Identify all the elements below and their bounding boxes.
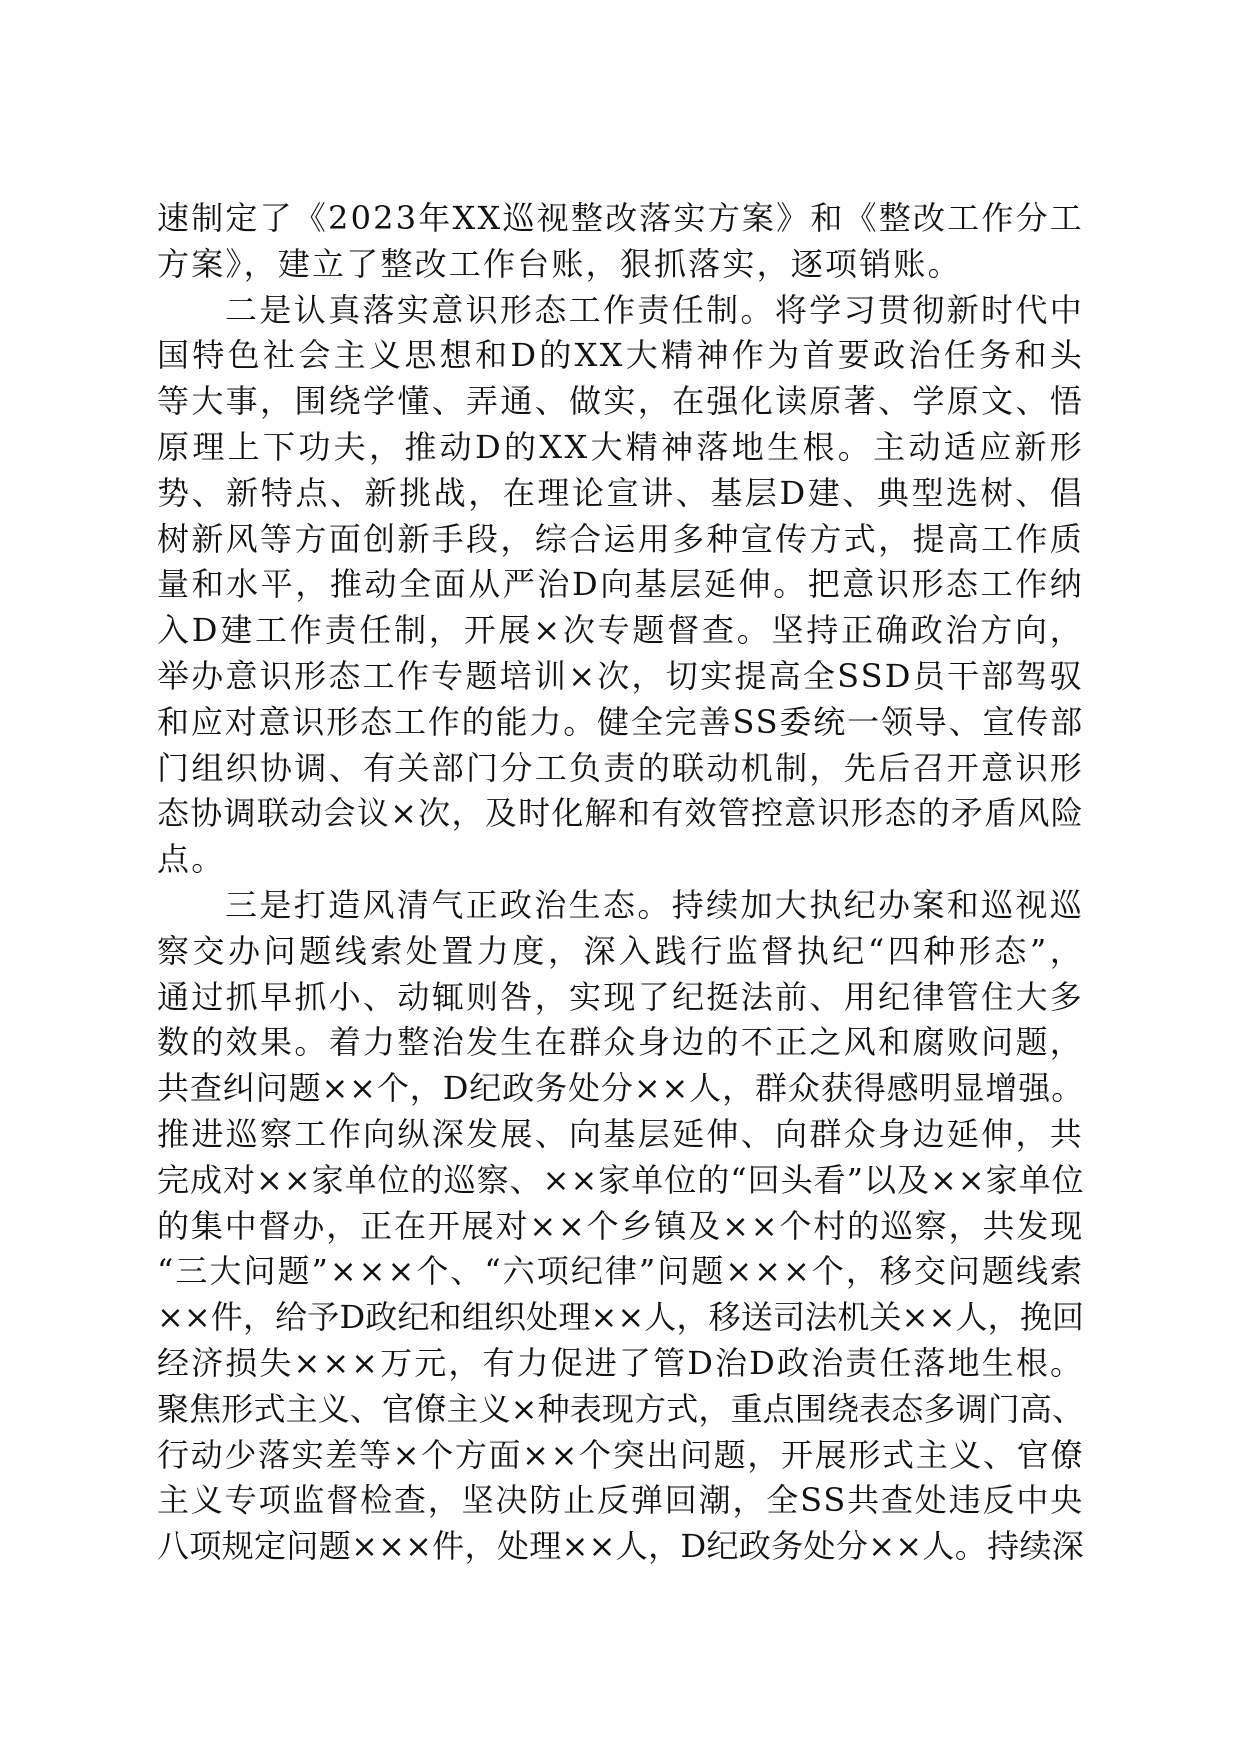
text-line: “三大问题”×××个、“六项纪律”问题×××个，移交问题线索	[157, 1252, 1084, 1291]
text-line: 主义专项监督检查，坚决防止反弹回潮，全SS共查处违反中央	[157, 1481, 1084, 1520]
paragraph-start-line: 二是认真落实意识形态工作责任制。将学习贯彻新时代中	[225, 290, 1084, 329]
text-line: 门组织协调、有关部门分工负责的联动机制，先后召开意识形	[157, 748, 1084, 787]
text-line: 通过抓早抓小、动辄则咎，实现了纪挺法前、用纪律管住大多	[157, 977, 1084, 1016]
text-line: 量和水平，推动全面从严治D向基层延伸。把意识形态工作纳	[157, 565, 1084, 604]
text-line: 点。	[157, 840, 226, 879]
paragraph-start-line: 三是打造风清气正政治生态。持续加大执纪办案和巡视巡	[225, 885, 1084, 924]
text-line: 共查纠问题××个，D纪政务处分××人，群众获得感明显增强。	[157, 1069, 1084, 1108]
text-line: 入D建工作责任制，开展×次专题督查。坚持正确政治方向，	[157, 611, 1084, 650]
text-line: ××件，给予D政纪和组织处理××人，移送司法机关××人，挽回	[157, 1298, 1084, 1337]
text-line: 国特色社会主义思想和D的XX大精神作为首要政治任务和头	[157, 336, 1084, 375]
text-line: 和应对意识形态工作的能力。健全完善SS委统一领导、宣传部	[157, 702, 1084, 741]
text-line: 完成对××家单位的巡察、××家单位的“回头看”以及××家单位	[157, 1160, 1085, 1199]
text-line: 行动少落实差等×个方面××个突出问题，开展形式主义、官僚	[157, 1435, 1084, 1474]
text-line: 数的效果。着力整治发生在群众身边的不正之风和腐败问题，	[157, 1023, 1084, 1062]
text-line: 速制定了《2023年XX巡视整改落实方案》和《整改工作分工	[157, 199, 1084, 237]
text-line: 经济损失×××万元，有力促进了管D治D政治责任落地生根。	[157, 1343, 1084, 1382]
text-line: 聚焦形式主义、官僚主义×种表现方式，重点围绕表态多调门高、	[157, 1389, 1084, 1428]
text-line: 举办意识形态工作专题培训×次，切实提高全SSD员干部驾驭	[157, 656, 1084, 695]
text-line: 原理上下功夫，推动D的XX大精神落地生根。主动适应新形	[157, 427, 1084, 466]
text-line: 方案》，建立了整改工作台账，狠抓落实，逐项销账。	[157, 244, 962, 283]
text-line: 态协调联动会议×次，及时化解和有效管控意识形态的矛盾风险	[157, 794, 1084, 833]
text-line: 等大事，围绕学懂、弄通、做实，在强化读原著、学原文、悟	[157, 382, 1084, 421]
text-line: 八项规定问题×××件，处理××人，D纪政务处分××人。持续深	[157, 1527, 1084, 1566]
text-line: 的集中督办，正在开展对××个乡镇及××个村的巡察，共发现	[157, 1206, 1084, 1245]
text-line: 察交办问题线索处置力度，深入践行监督执纪“四种形态”，	[157, 931, 1084, 970]
text-line: 树新风等方面创新手段，综合运用多种宣传方式，提高工作质	[157, 519, 1084, 558]
text-line: 推进巡察工作向纵深发展、向基层延伸、向群众身边延伸，共	[157, 1114, 1084, 1153]
text-line: 势、新特点、新挑战，在理论宣讲、基层D建、典型选树、倡	[157, 473, 1084, 512]
document-body	[157, 196, 1084, 1570]
